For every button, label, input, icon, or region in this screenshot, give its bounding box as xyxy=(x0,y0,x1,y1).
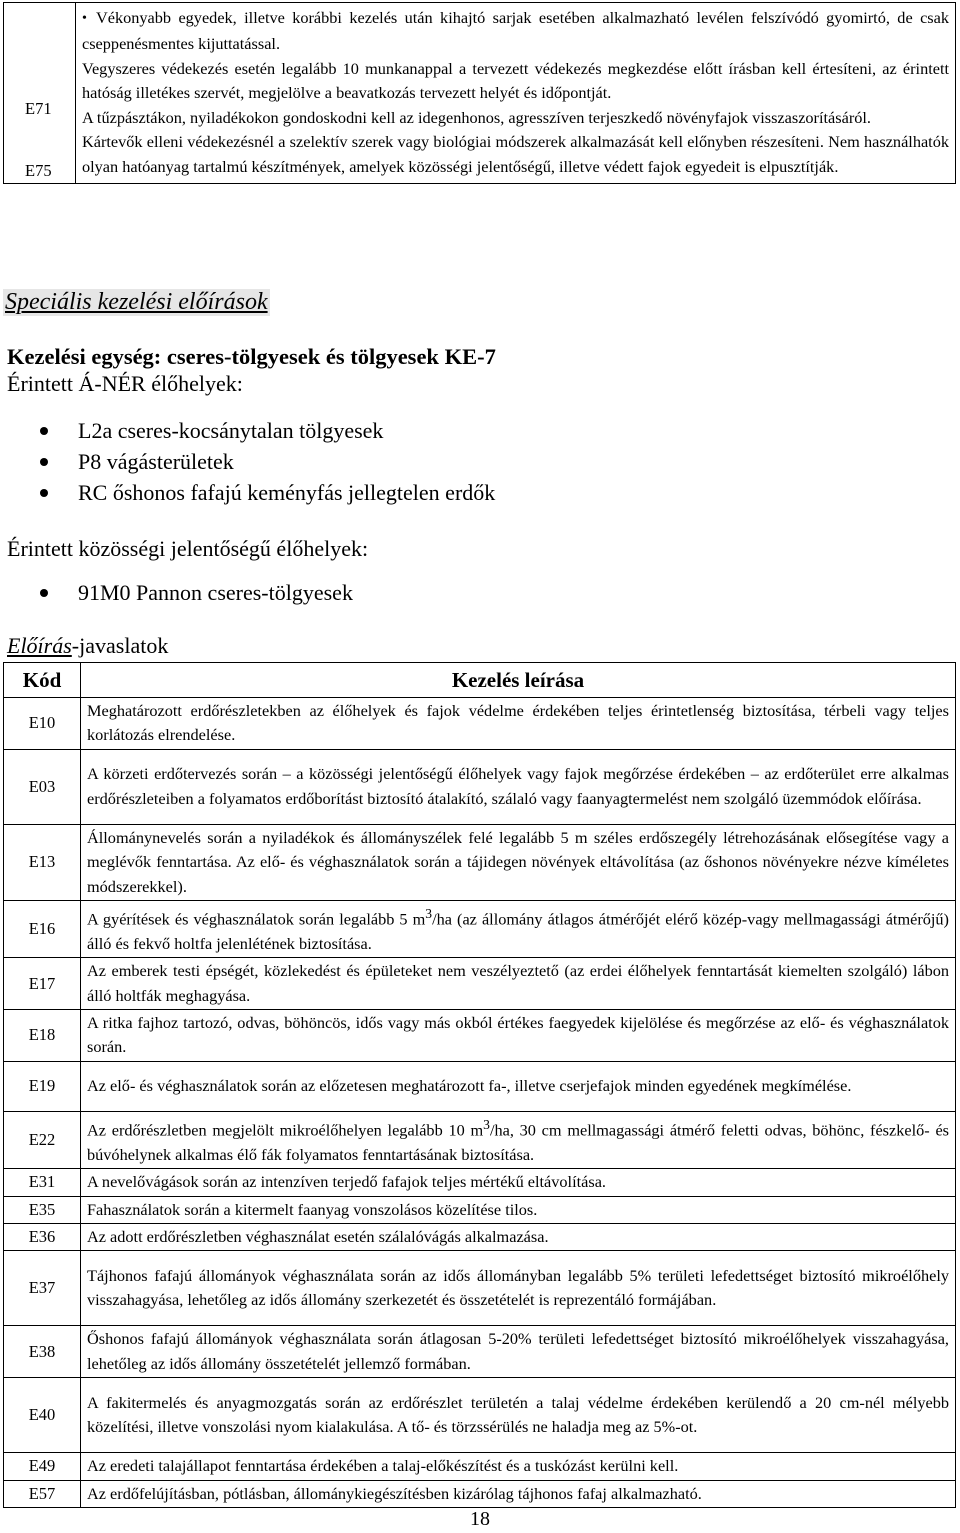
list-item xyxy=(40,446,495,477)
code-cell: E03 xyxy=(4,749,81,824)
list-item xyxy=(40,577,353,608)
code-cell: E18 xyxy=(4,1010,81,1062)
description-cell: Tájhonos fafajú állományok véghasználata során az idős állományban legalább 5% területi lefedettséget biztosító mikroélőhely visszahagyása, lehetőleg az idős állomány szerkezetét és összetételét is reprezentáló formájában. xyxy=(81,1251,956,1326)
description-cell: A fakitermelés és anyagmozgatás során az erdőrészlet területén a talaj védelme érdekében kerülendő a 20 cm-nél mélyebb közelítési, illetve vonszolási nyom kialakulása. A tő- és törzssérülés ne haladja meg az 5%-ot. xyxy=(81,1378,956,1453)
code-cell: E16 xyxy=(4,901,81,958)
description-cell: A nevelővágások során az intenzíven terjedő fafajok teljes mértékű eltávolítása. xyxy=(81,1169,956,1196)
table-row xyxy=(4,1196,956,1223)
table-row xyxy=(4,1453,956,1480)
top-paragraph: A tűzpásztákon, nyiladékokon gondoskodni kell az idegenhonos, agresszíven terjeszkedő növényfajok visszaszorításáról. xyxy=(82,107,871,127)
unit-title: Kezelési egység: cseres-tölgyesek és tölgyesek KE-7 xyxy=(7,344,496,369)
table-row xyxy=(4,1223,956,1250)
description-cell: Fahasználatok során a kitermelt faanyag vonszolásos közelítése tilos. xyxy=(81,1196,956,1223)
description-cell: A ritka fajhoz tartozó, odvas, böhöncös, idős vagy más okból értékes faegyedek kijelölése és megőrzése az elő- és véghasználatok során. xyxy=(81,1010,956,1062)
section-heading: Speciális kezelési előírások xyxy=(5,289,268,315)
desc-text: /ha (az állomány átlagos átmérőjét elérő közép-vagy mellmagassági átmérőjű) álló és fekvő holtfa jelenlétének biztosítása. xyxy=(87,909,949,953)
natura-heading: Érintett közösségi jelentőségű élőhelyek: xyxy=(7,536,369,561)
list-item-text: P8 vágásterületek xyxy=(78,449,234,474)
list-item xyxy=(40,415,495,446)
page-number: 18 xyxy=(470,1508,490,1530)
list-item-text: L2a cseres-kocsánytalan tölgyesek xyxy=(78,418,384,443)
aner-list xyxy=(40,415,495,508)
code-cell: E13 xyxy=(4,824,81,900)
table-row xyxy=(4,1378,956,1453)
bullet-icon xyxy=(40,489,48,497)
column-header-code: Kód xyxy=(4,663,81,698)
code-label: E75 xyxy=(25,161,52,180)
table-row xyxy=(4,1169,956,1196)
table-row xyxy=(4,1111,956,1168)
code-label: E71 xyxy=(25,99,52,118)
aner-heading: Érintett Á-NÉR élőhelyek: xyxy=(7,371,243,396)
code-cell: E17 xyxy=(4,958,81,1010)
code-cell: E38 xyxy=(4,1326,81,1378)
table-row xyxy=(4,1251,956,1326)
superscript: 3 xyxy=(483,1116,490,1132)
superscript: 3 xyxy=(425,906,433,922)
table-row xyxy=(4,824,956,900)
top-body-cell xyxy=(76,3,956,184)
description-cell: Az emberek testi épségét, közlekedést és épületeket nem veszélyeztető (az erdei élőhelyek fenntartását kiemelten szolgáló) lábon álló holtfák meghagyása. xyxy=(81,958,956,1010)
treatments-table xyxy=(3,662,956,1508)
table-header-row xyxy=(4,663,956,698)
code-cell: E40 xyxy=(4,1378,81,1453)
top-paragraph: Vegyszeres védekezés esetén legalább 10 munkanappal a tervezett védekezés megkezdése előtt írásban kell értesíteni, az érintett hatóság illetékes szervét, megjelölve a beavatkozás tervezett helyét és időpontját. xyxy=(82,58,949,103)
code-cell: E19 xyxy=(4,1061,81,1111)
recommendations-heading xyxy=(7,633,168,659)
table-row xyxy=(4,901,956,958)
code-cell: E36 xyxy=(4,1223,81,1250)
code-cell: E37 xyxy=(4,1251,81,1326)
table-row xyxy=(4,1061,956,1111)
top-table xyxy=(3,2,956,184)
code-cell: E35 xyxy=(4,1196,81,1223)
recommendations-heading-rest: -javaslatok xyxy=(71,633,169,658)
code-cell: E10 xyxy=(4,698,81,750)
description-cell: Az adott erdőrészletben véghasználat esetén szálalóvágás alkalmazása. xyxy=(81,1223,956,1250)
bullet-icon xyxy=(40,427,48,435)
description-cell: A körzeti erdőtervezés során – a közösségi jelentőségű élőhelyek vagy fajok megőrzése érdekében – az erdőterület erre alkalmas erdőrészleteiben a folyamatos erdőborítást biztosító átalakító, szálaló vagy faanyagtermelést nem szolgáló üzemmódok előírása. xyxy=(81,749,956,824)
table-row xyxy=(4,958,956,1010)
bullet-dot-icon: • xyxy=(82,11,87,27)
desc-text: A gyérítések és véghasználatok során legalább 5 m xyxy=(87,909,426,929)
table-row xyxy=(4,749,956,824)
code-cell: E31 xyxy=(4,1169,81,1196)
paragraph-text: Vékonyabb egyedek, illetve korábbi kezelés után kihajtó sarjak esetében alkalmazható levélen felszívódó gyomirtó, de csak cseppenésmentes kijuttatással. xyxy=(82,8,949,54)
description-cell: Állománynevelés során a nyiladékok és állományszélek felé legalább 5 m széles erdőszegély létrehozásának elősegítése vagy a meglévők fenntartása. Az elő- és véghasználatok során a tájidegen növények eltávolítása (az őshonos növényekre nézve kíméletes módszerekkel). xyxy=(81,824,956,900)
description-cell: Az eredeti talajállapot fenntartása érdekében a talaj-előkészítést és a tuskózást kerülni kell. xyxy=(81,1453,956,1480)
bullet-icon xyxy=(40,589,48,597)
code-cell: E22 xyxy=(4,1111,81,1168)
description-cell: Meghatározott erdőrészletekben az élőhelyek és fajok védelme érdekében teljes érintetlenség biztosítása, térbeli vagy teljes korlátozás elrendelése. xyxy=(81,698,956,750)
table-row xyxy=(4,1010,956,1062)
description-cell: Őshonos fafajú állományok véghasználata során átlagosan 5-20% területi lefedettséget biztosító mikroélőhelyek visszahagyása, lehetőleg az idős állomány összetételét jellemző formában. xyxy=(81,1326,956,1378)
table-row xyxy=(4,1480,956,1507)
list-item-text: 91M0 Pannon cseres-tölgyesek xyxy=(78,580,353,605)
bullet-icon xyxy=(40,458,48,466)
top-paragraph: Kártevők elleni védekezésnél a szelektív szerek vagy biológiai módszerek alkalmazását kell előnyben részesíteni. Nem használhatók olyan hatóanyag tartalmú készítmények, amelyek közösségi jelentőségű, illetve védett fajok egyedeit is elpusztítják. xyxy=(82,132,949,176)
description-cell: Az erdőfelújításban, pótlásban, állománykiegészítésben kizárólag tájhonos fafaj alkalmazható. xyxy=(81,1480,956,1507)
description-cell xyxy=(81,1111,956,1168)
top-codes-cell xyxy=(4,3,76,184)
table-row xyxy=(4,698,956,750)
code-cell: E57 xyxy=(4,1480,81,1507)
desc-text: /ha, 30 cm mellmagassági átmérő feletti odvas, böhönc, fészkelő- és búvóhelynek alkalmas élő fák folyamatos fenntartásának biztosítása. xyxy=(87,1120,950,1164)
column-header-description: Kezelés leírása xyxy=(81,663,956,698)
desc-text: Az erdőrészletben megjelölt mikroélőhelyen legalább 10 m xyxy=(87,1120,484,1140)
recommendations-heading-italic: Előírás xyxy=(7,633,72,658)
description-cell xyxy=(81,901,956,958)
natura-list xyxy=(40,577,353,608)
list-item xyxy=(40,477,495,508)
code-cell: E49 xyxy=(4,1453,81,1480)
description-cell: Az elő- és véghasználatok során az előzetesen meghatározott fa-, illetve cserjefajok minden egyedének megkímélése. xyxy=(81,1061,956,1111)
top-paragraph xyxy=(82,6,949,56)
table-row xyxy=(4,1326,956,1378)
list-item-text: RC őshonos fafajú keményfás jellegtelen erdők xyxy=(78,480,496,505)
